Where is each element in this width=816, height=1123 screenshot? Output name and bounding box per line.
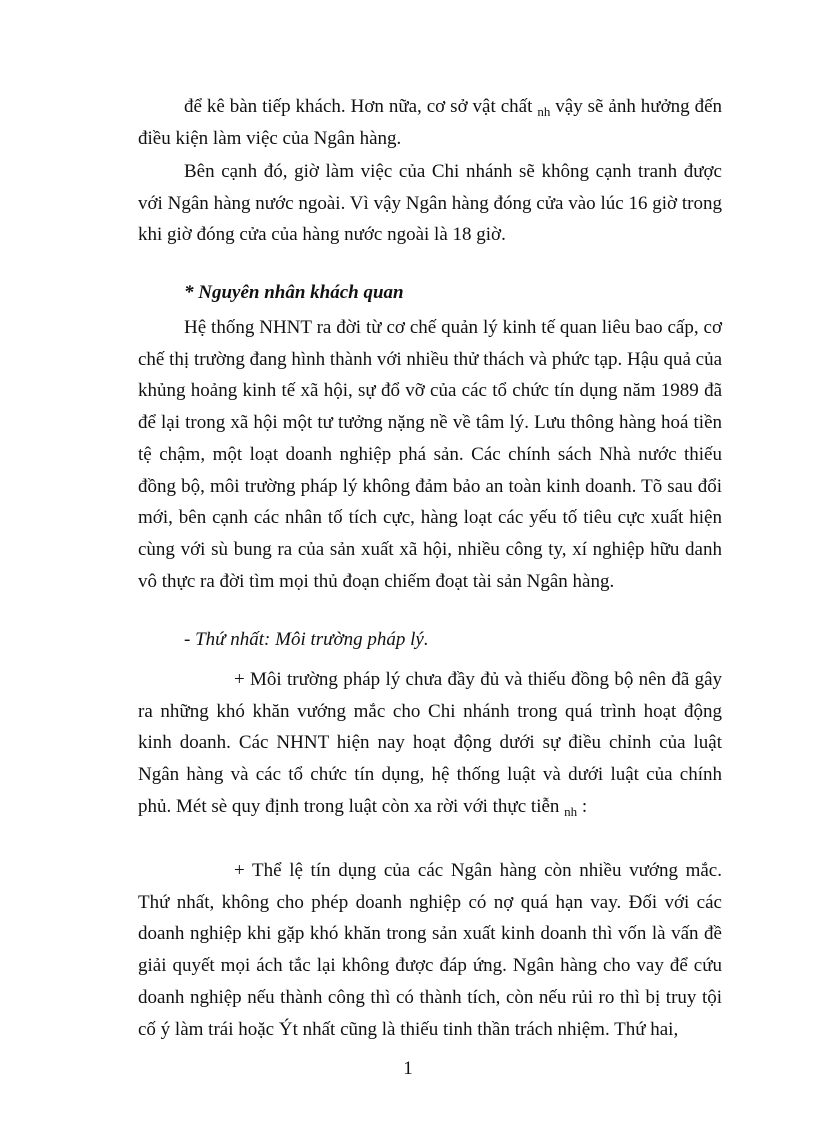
paragraph-objective-causes [138,312,722,597]
paragraph-text: để kê bàn tiếp khách. Hơn nữa, cơ sở vật chất [184,96,538,117]
paragraph-text: Bên cạnh đó, giờ làm việc của Chi nhánh sẽ không cạnh tranh được với Ngân hàng nước ngoài. Vì vậy Ngân hàng đóng cửa vào lúc 16 giờ trong khi giờ đóng cửa của hàng nước ngoài là 18 giờ. [138,161,722,246]
paragraph-text: : [577,795,588,817]
sub-heading-legal-environment: - Thứ nhất: Môi trường pháp lý. [184,629,429,650]
subscript-fragment: nh [564,803,578,819]
section-heading-objective-causes: * Nguyên nhân khách quan [184,282,404,303]
paragraph-text: vậy sẽ ảnh hưởng đến điều kiện làm việc của Ngân hàng. [138,96,722,149]
paragraph-credit-rules [138,855,722,1045]
paragraph-text: Hệ thống NHNT ra đời từ cơ chế quản lý kinh tế quan liêu bao cấp, cơ chế thị trường đang hình thành với nhiều thử thách và phức tạp. Hậu quả của khủng hoảng kinh tế xã hội, sự đổ vỡ của các tổ chức tín dụng năm 1989 đã để lại trong xã hội một tư tưởng nặng nề về tâm lý. Lưu thông hàng hoá tiền tệ chậm, một loạt doanh nghiệp phá sản. Các chính sách Nhà nước thiếu đồng bộ, môi trường pháp lý không đảm bảo an toàn kinh doanh. Tõ sau đổi mới, bên cạnh các nhân tố tích cực, hàng loạt các yếu tố tiêu cực xuất hiện cùng với sù bung ra của sản xuất xã hội, nhiều công ty, xí nghiệp hữu danh vô thực ra đời tìm mọi thủ đoạn chiếm đoạt tài sản Ngân hàng. [138,317,722,592]
subscript-fragment: nh [537,104,551,119]
page-number: 1 [403,1058,413,1079]
paragraph-text: + Thể lệ tín dụng của các Ngân hàng còn nhiều vướng mắc. Thứ nhất, không cho phép doanh nghiệp có nợ quá hạn vay. Đối với các doanh nghiệp khi gặp khó khăn trong sản xuất kinh doanh thì vốn là vấn đề giải quyết mọi ách tắc lại không được đáp ứng. Ngân hàng cho vay để cứu doanh nghiệp nếu thành công thì có thành tích, còn nếu rủi ro thì bị truy tội cố ý làm trái hoặc Ýt nhất cũng là thiếu tinh thần trách nhiệm. Thứ hai, [138,860,722,1040]
paragraph-facilities [138,91,722,154]
paragraph-text: + Môi trường pháp lý chưa đầy đủ và thiếu đồng bộ nên đã gây ra những khó khăn vướng mắc cho Chi nhánh trong quá trình hoạt động kinh doanh. Các NHNT hiện nay hoạt động dưới sự điều chỉnh của luật Ngân hàng và các tổ chức tín dụng, hệ thống luật và dưới luật của chính phủ. Mét sè quy định trong luật còn xa rời với thực tiễn [138,669,722,817]
paragraph-legal-environment [138,664,722,823]
paragraph-working-hours [138,156,722,251]
